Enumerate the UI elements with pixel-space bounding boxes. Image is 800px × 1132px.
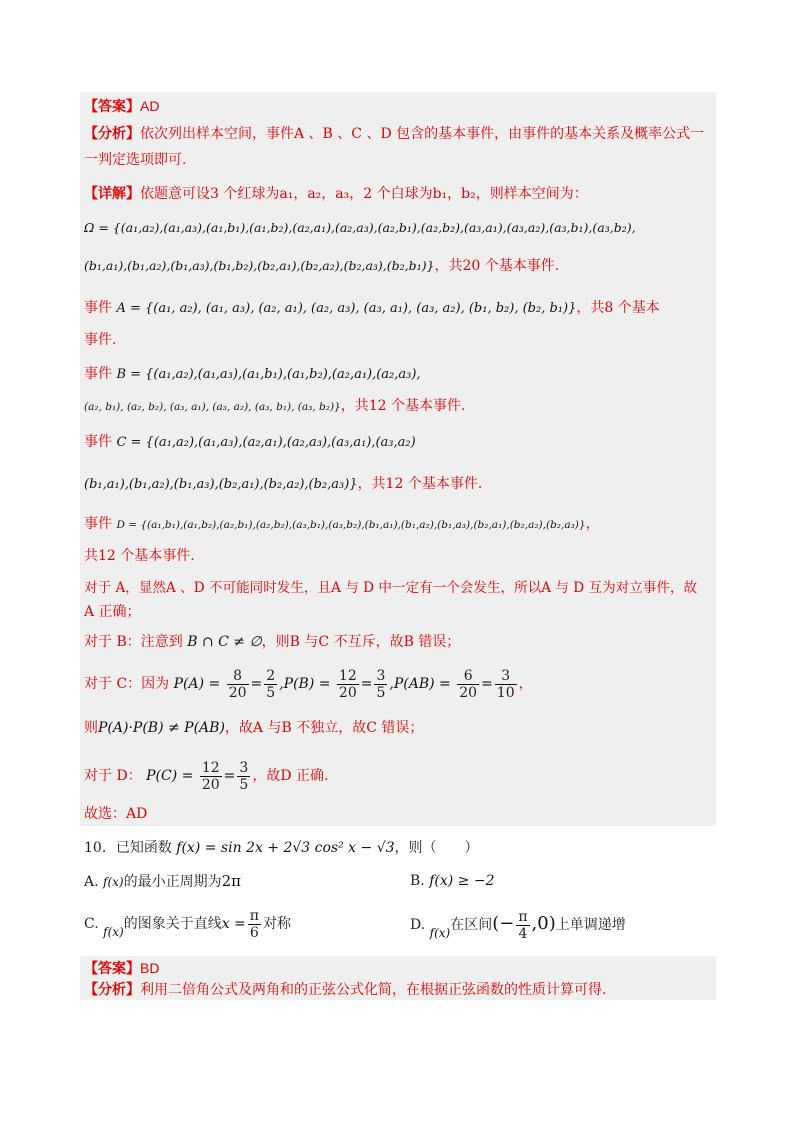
q10-option-d[interactable]: D. f(x)在区间(− $\frac{\pi}{4}$ ,0)上单调递增 [410, 908, 626, 942]
prob-c-label: P(C) = [146, 768, 194, 784]
option-d-prefix: 对于 D： [84, 768, 142, 784]
event-a-line-2 [84, 330, 714, 350]
q10-option-c[interactable]: C. f(x)的图象关于直线x = $\frac{\pi}{6}$ 对称 [84, 907, 291, 941]
analysis-line-1 [84, 124, 714, 144]
event-b-set-1: B = {(a₁,a₂),(a₁,a₃),(a₁,b₁),(a₁,b₂),(a₂,a₁),(a₂,a₃), [116, 367, 421, 382]
option-a-analysis-1: 对于 A，显然A 、D 不可能同时发生，且A 与 D 中一定有一个会发生，所以A 与 D 互为对立事件，故 [84, 580, 698, 596]
q10-answer-line [84, 958, 714, 979]
q10-analysis-tag: 【分析】 [84, 982, 140, 998]
analysis-tag: 【分析】 [84, 126, 140, 142]
event-c-line-2 [84, 474, 714, 495]
event-d-label: 事件 [84, 516, 112, 532]
event-a-set: A = {(a₁, a₂), (a₁, a₃), (a₂, a₁), (a₂, a₃), (a₃, a₁), (a₃, a₂), (b₁, b₂), (b₂, b₁)} [116, 301, 577, 316]
prob-b-fraction: $\frac{12}{20}$ [338, 667, 357, 701]
option-c-analysis-line: 对于 C：因为 P(A) = $\frac{8}{20}$ = $\frac{2}{5}$ ,P(B) = $\frac{12}{20}$ = $\frac{3}{5}$ ,P(AB) = $\frac{6}{20}$ = $\frac{3}{10}$ ， [84, 667, 533, 701]
event-d-count: 共12 个基本事件. [84, 548, 195, 564]
event-a-count-end: 事件. [84, 332, 117, 348]
event-d-set: D = {(a₁,b₁),(a₁,b₂),(a₂,b₁),(a₂,b₂),(a₃,b₁),(a₃,b₂),(b₁,a₁),(b₁,a₂),(b₁,a₃),(b₂,a₁),(b₂,a₂),(b₂,a₃)} [116, 519, 586, 531]
question-10-stem [84, 838, 714, 858]
sample-space-count: ，共20 个基本事件. [434, 258, 560, 274]
prob-b-label: ,P(B) = [279, 676, 331, 692]
prob-c-reduced: $\frac{3}{5}$ [239, 759, 249, 793]
then-prefix: 则 [84, 720, 98, 736]
event-c-label: 事件 [84, 434, 112, 450]
answer-line [84, 96, 714, 117]
q10-suffix: ，则（ ） [394, 840, 479, 856]
answer-value: AD [140, 98, 160, 114]
event-c-line-1 [84, 432, 714, 453]
sample-space-set-1: Ω = {(a₁,a₂),(a₁,a₃),(a₁,b₁),(a₁,b₂),(a₂,a₁),(a₂,a₃),(a₂,b₁),(a₂,b₂),(a₃,a₁),(a₃,a₂),(a₃,b₁),(a₃,b₂), [84, 220, 636, 235]
option-d-suffix: ，故D 正确. [252, 768, 329, 784]
event-d-comma: ， [585, 516, 600, 532]
prob-a-fraction: $\frac{8}{20}$ [228, 667, 247, 701]
option-b-prefix: 对于 B：注意到 [84, 634, 183, 650]
option-d-analysis-line: 对于 D： P(C) = $\frac{12}{20}$ = $\frac{3}{5}$ ，故D 正确. [84, 759, 329, 793]
sample-space-line-1 [84, 218, 714, 238]
option-a-analysis-line-1 [84, 578, 714, 598]
q10-answer-tag: 【答案】 [84, 961, 140, 977]
independence-math: P(A)·P(B) ≠ P(AB) [98, 720, 225, 736]
q10-analysis-line [84, 980, 714, 1000]
option-b-math: B ∩ C ≠ ∅ [187, 634, 262, 650]
answer-tag: 【答案】 [84, 99, 140, 115]
prob-ab-fraction: $\frac{6}{20}$ [459, 667, 478, 701]
prob-a-reduced: $\frac{2}{5}$ [266, 667, 276, 701]
choose-text: 故选：AD [84, 806, 148, 822]
q10-option-b[interactable]: B. f(x) ≥ −2 [410, 873, 495, 889]
event-b-set-2: (a₂, b₁), (a₂, b₂), (a₃, a₁), (a₃, a₂), (a₃, b₁), (a₃, b₂)} [84, 401, 341, 413]
prob-ab-reduced: $\frac{3}{10}$ [496, 667, 515, 701]
option-b-suffix: ，则B 与C 不互斥，故B 错误； [261, 634, 461, 650]
event-a-label: 事件 [84, 300, 112, 316]
option-c-prefix: 对于 C：因为 [84, 676, 170, 692]
option-a-analysis-2: A 正确； [84, 604, 141, 620]
sample-space-set-2: (b₁,a₁),(b₁,a₂),(b₁,a₃),(b₁,b₂),(b₂,a₁),(b₂,a₂),(b₂,a₃),(b₂,b₁)} [84, 258, 435, 273]
event-c-count: ，共12 个基本事件. [357, 476, 483, 492]
then-suffix: ，故A 与B 不独立，故C 错误； [224, 720, 424, 736]
event-a-line-1 [84, 298, 714, 319]
q10-option-a[interactable]: A. f(x)的最小正周期为2π [84, 872, 241, 890]
event-c-set-1: C = {(a₁,a₂),(a₁,a₃),(a₂,a₁),(a₂,a₃),(a₃,a₁),(a₃,a₂) [116, 435, 416, 450]
option-d-fraction: $\frac{\pi}{4}$ [518, 908, 528, 942]
option-b-analysis-line [84, 632, 714, 652]
q10-function: f(x) = sin 2x + 2√3 cos² x − √3 [176, 840, 395, 856]
event-d-line-2 [84, 546, 714, 566]
detail-tag: 【详解】 [84, 186, 140, 202]
prob-ab-label: ,P(AB) = [389, 676, 451, 692]
event-c-set-2: (b₁,a₁),(b₁,a₂),(b₁,a₃),(b₂,a₁),(b₂,a₂),(b₂,a₃)} [84, 477, 358, 492]
prob-a-label: P(A) = [173, 676, 221, 692]
q10-answer-value: BD [140, 960, 160, 976]
analysis-text-2: 一判定选项即可. [84, 152, 187, 168]
prob-c-fraction: $\frac{12}{20}$ [201, 759, 220, 793]
detail-intro-text: 依题意可设3 个红球为a₁，a₂，a₃，2 个白球为b₁，b₂，则样本空间为： [140, 186, 588, 202]
option-c-fraction: $\frac{\pi}{6}$ [249, 907, 259, 941]
q10-prefix: 10．已知函数 [84, 840, 172, 856]
event-a-count: ，共8 个基本 [576, 300, 660, 316]
detail-intro-line [84, 184, 714, 204]
analysis-line-2 [84, 150, 714, 170]
q10-analysis-text: 利用二倍角公式及两角和的正弦公式化简，在根据正弦函数的性质计算可得. [140, 982, 607, 998]
event-b-label: 事件 [84, 366, 112, 382]
prob-b-reduced: $\frac{3}{5}$ [376, 667, 386, 701]
sample-space-line-2 [84, 256, 714, 276]
event-d-line-1 [84, 514, 714, 535]
option-a-analysis-line-2 [84, 602, 714, 622]
event-b-line-2 [84, 396, 714, 417]
independence-line [84, 718, 714, 738]
choose-line [84, 804, 714, 824]
event-b-count: ，共12 个基本事件. [340, 398, 466, 414]
analysis-text-1: 依次列出样本空间，事件A 、B 、C 、D 包含的基本事件，由事件的基本关系及概率公式一 [140, 126, 705, 142]
event-b-line-1 [84, 364, 714, 385]
